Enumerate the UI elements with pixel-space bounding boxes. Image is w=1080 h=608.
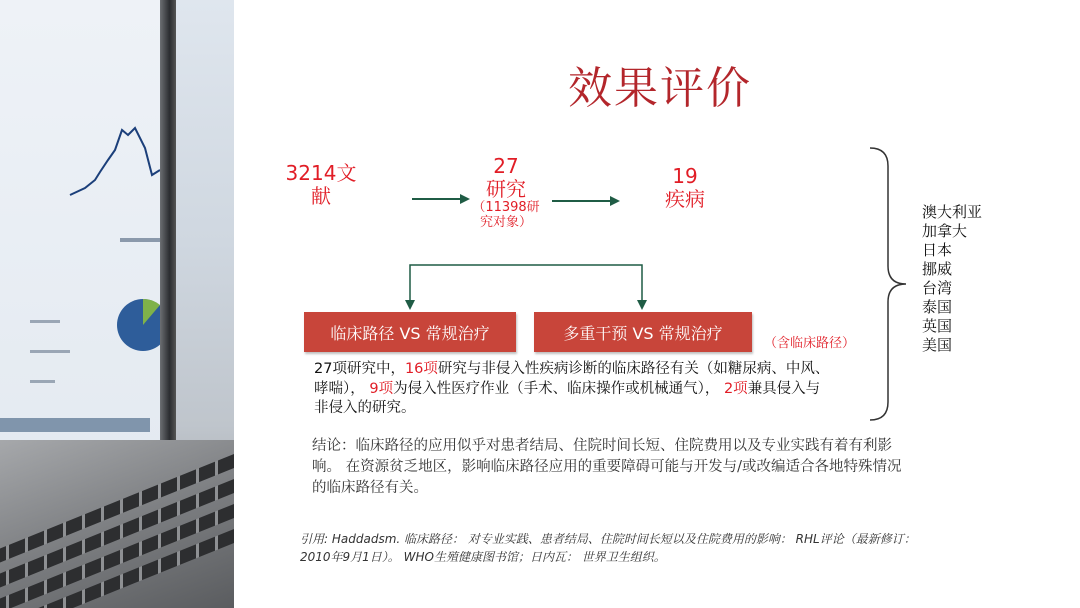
country-item: 加拿大 bbox=[922, 222, 968, 240]
diseases-count: 19 bbox=[672, 164, 698, 188]
summary-text-3b: 非侵入的研究。 bbox=[314, 400, 416, 417]
literature-line1: 3214文 bbox=[285, 161, 357, 185]
country-item: 泰国 bbox=[922, 298, 953, 316]
conclusion-line-2: 响。 在资源贫乏地区，影响临床路径应用的重要障碍可能与开发与/或改编适合各地特殊情况 bbox=[312, 459, 902, 476]
summary-count-both: 2项 bbox=[723, 380, 748, 397]
studies-subjects-2: 究对象） bbox=[479, 214, 532, 230]
includes-pathway-note: （含临床路径） bbox=[764, 336, 856, 351]
country-item: 澳大利亚 bbox=[922, 203, 983, 221]
country-item: 英国 bbox=[922, 317, 953, 335]
summary-count-invasive: 9项 bbox=[369, 380, 394, 397]
country-item: 日本 bbox=[922, 241, 953, 259]
summary-count-noninvasive: 16项 bbox=[404, 361, 438, 377]
conclusion-line-1: 结论：临床路径的应用似乎对患者结局、住院时间长短、住院费用以及专业实践有着有利影 bbox=[312, 438, 892, 454]
country-item: 美国 bbox=[922, 336, 953, 354]
citation-line-1: 引用: Haddadsm. 临床路径： 对专业实践、患者结局、住院时间长短以及住院费用的影响： RHL评论（最新修订： bbox=[300, 532, 916, 546]
citation-line-2: 2010年9月1日）。 WHO生殖健康图书馆；日内瓦： 世界卫生组织。 bbox=[300, 550, 666, 564]
multi-intervention-box: 多重干预 VS 常规治疗 bbox=[534, 312, 752, 352]
summary-text-1: 研究与非侵入性疾病诊断的临床路径有关（如糖尿病、中风、 bbox=[437, 361, 830, 377]
summary-text-3: 兼具侵入与 bbox=[747, 380, 821, 397]
summary-paragraph bbox=[314, 360, 874, 419]
citation bbox=[300, 530, 990, 566]
studies-subjects-1: （11398研 bbox=[472, 200, 540, 215]
conclusion-line-3: 的临床路径有关。 bbox=[312, 480, 428, 497]
summary-prefix: 27项研究中， bbox=[314, 361, 405, 377]
conclusion-paragraph bbox=[312, 436, 962, 499]
clinical-pathway-box: 临床路径 VS 常规治疗 bbox=[304, 312, 516, 352]
page-title: 效果评价 bbox=[568, 63, 752, 114]
studies-label: 研究 bbox=[486, 177, 526, 201]
summary-text-2: 为侵入性医疗作业（手术、临床操作或机械通气）， bbox=[393, 380, 720, 397]
literature-line2: 献 bbox=[311, 184, 331, 208]
diseases-label: 疾病 bbox=[665, 187, 705, 211]
country-item: 台湾 bbox=[922, 279, 953, 297]
summary-text-1b: 哮喘）， bbox=[314, 380, 365, 397]
studies-count: 27 bbox=[493, 154, 519, 178]
country-item: 挪威 bbox=[922, 260, 953, 278]
country-list bbox=[922, 203, 982, 355]
brace-icon bbox=[868, 146, 918, 422]
